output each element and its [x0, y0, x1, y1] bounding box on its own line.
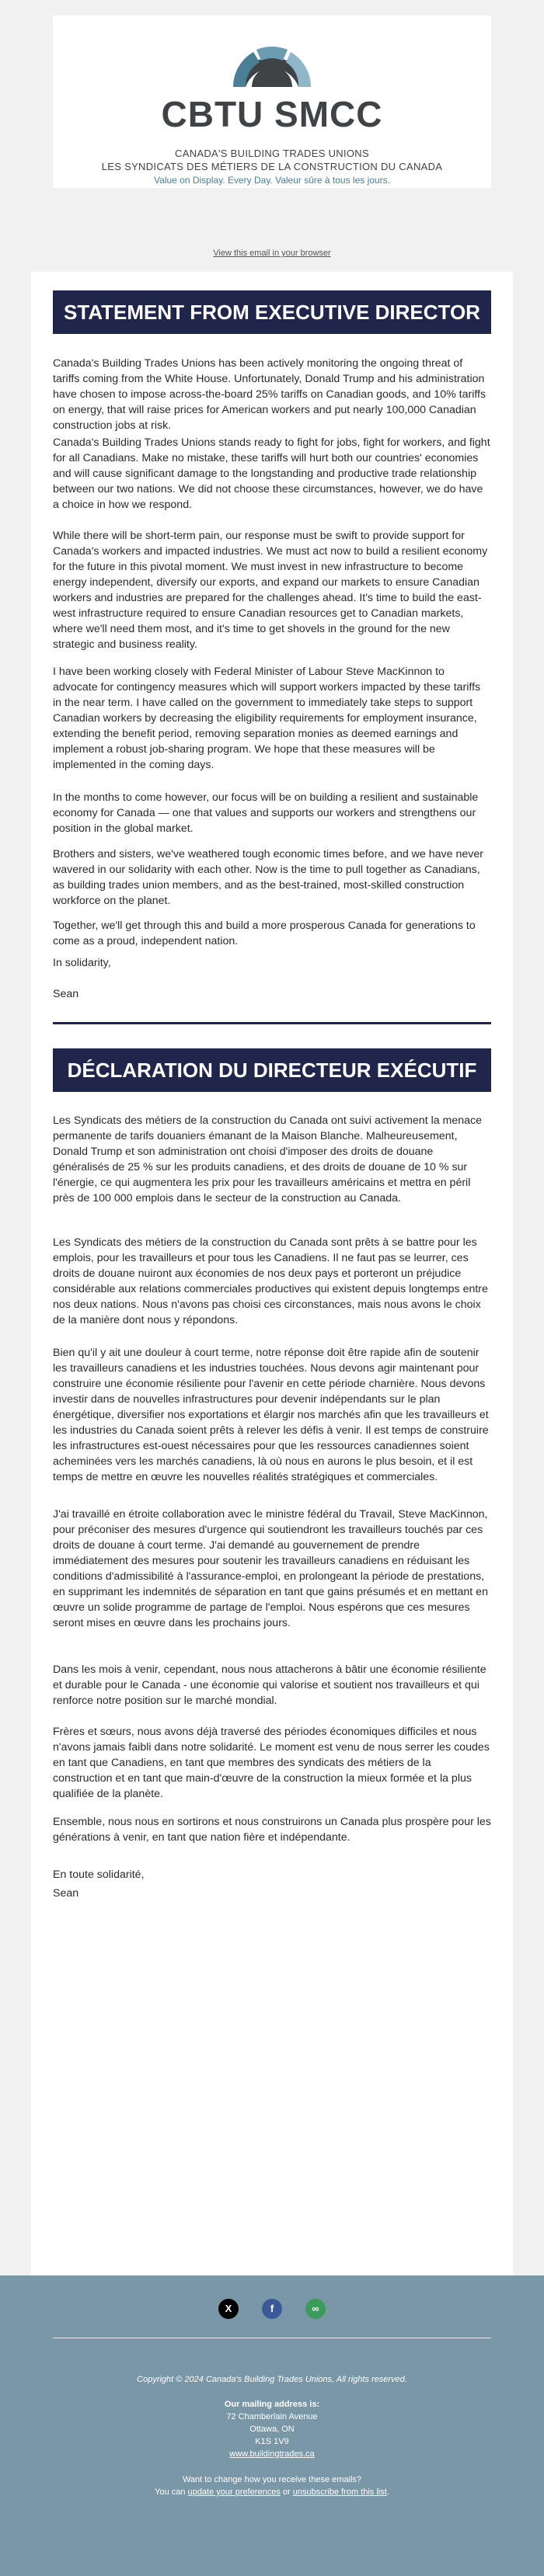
preferences-prefix: You can: [155, 2487, 188, 2497]
subtitle-french: LES SYNDICATS DES MÉTIERS DE LA CONSTRUCTION DU CANADA: [101, 161, 443, 172]
english-paragraph-4: I have been working closely with Federal Minister of Labour Steve MacKinnon to advocate for contingency measures which will support workers impacted by these tariffs in the near term. I have called on the government to immediately take steps to support Canadian workers by decreasing the eligibility requirements for employment insurance, extending the benefit period, removing separation monies as deemed earnings and implement a robust job-sharing program. We hope that these measures will be implemented in the coming days.: [53, 666, 481, 771]
english-paragraph-7: Together, we'll get through this and build a more prosperous Canada for generations to come as a proud, independent nation.: [53, 920, 476, 947]
x-social-icon[interactable]: X: [218, 2299, 239, 2319]
english-title-banner: STATEMENT FROM EXECUTIVE DIRECTOR: [53, 290, 491, 334]
french-paragraph-4: J'ai travaillé en étroite collaboration avec le ministre fédéral du Travail, Steve MacKinnon, pour préconiser des mesures d'urgence qui soutiendront les travailleurs touchés par ces droits de douane à court terme. J'ai demandé au gouvernement de prendre immédiatement des mesures pour soutenir les travailleurs canadiens en réduisant les conditions d'admissibilité à l'assurance-emploi, en prolongeant la période de prestations, en supprimant les indemnités de séparation en tant que gains présumés et en mettant en œuvre un solide programme de partage de l'emploi. Nous espérons que ces mesures seront mises en œuvre dans les prochains jours.: [53, 1508, 488, 1629]
french-closing: En toute solidarité,: [53, 1869, 145, 1881]
english-paragraph-2: Canada's Building Trades Unions stands ready to fight for jobs, fight for workers, and fight for all Canadians. Make no mistake, these tariffs will hurt both our countries' economies and will cause significant damage to the longstanding and productive trade relationship between our two nations. We did not choose these circumstances, however, we do have a choice in how we respond.: [53, 436, 490, 511]
copyright-text: Copyright © 2024 Canada's Building Trades Unions, All rights reserved.: [137, 2375, 407, 2384]
update-preferences-link[interactable]: update your preferences: [187, 2487, 281, 2497]
unsubscribe-link[interactable]: unsubscribe from this list: [292, 2487, 387, 2497]
email-footer: [0, 2275, 544, 2576]
website-link-icon[interactable]: ∞: [305, 2299, 326, 2319]
french-signature: Sean: [53, 1887, 79, 1900]
english-paragraph-1: Canada's Building Trades Unions has been actively monitoring the ongoing threat of tariffs coming from the White House. Unfortunately, Donald Trump and his administration have chosen to impose across-the-board 25% tariffs on Canadian goods, and 10% tariffs on energy, that will raise prices for American workers and put nearly 100,000 Canadian construction jobs at risk.: [53, 357, 486, 432]
french-paragraph-6: Frères et sœurs, nous avons déjà traversé des périodes économiques difficiles et nous n'avons jamais faibli dans notre solidarité. Le moment est venu de nous serrer les coudes en tant que Canadiens, en tant que membres des syndicats des métiers de la construction et en tant que main-d'œuvre de la construction la mieux formée et la plus qualifiée de la planète.: [53, 1726, 490, 1800]
email-content: [31, 272, 513, 2275]
address-line-1: 72 Chamberlain Avenue: [226, 2412, 318, 2421]
preferences-middle: or: [280, 2487, 293, 2497]
preferences-line: [0, 2487, 544, 2497]
french-paragraph-1: Les Syndicats des métiers de la construction du Canada ont suivi activement la menace permanente de tarifs douaniers émanant de la Maison Blanche. Malheureusement, Donald Trump et son administration ont choisi d'imposer des droits de douane généralisés de 25 % sur les produits canadiens, et des droits de douane de 10 % sur l'énergie, ce qui augmentera les prix pour les travailleurs américains et mettra en péril près de 100 000 emplois dans le secteur de la construction au Canada.: [53, 1114, 483, 1205]
french-paragraph-7: Ensemble, nous nous en sortirons et nous construirons un Canada plus prospère pour les générations à venir, en tant que nation fière et indépendante.: [53, 1816, 491, 1844]
website-link[interactable]: www.buildingtrades.ca: [229, 2449, 315, 2459]
view-in-browser-link[interactable]: View this email in your browser: [213, 249, 331, 258]
cbtu-logo-icon: [53, 16, 491, 93]
french-paragraph-2: Les Syndicats des métiers de la construction du Canada sont prêts à se battre pour les emplois, pour les travailleurs et pour tous les Canadiens. Il ne faut pas se leurrer, ces droits de douane nuiront aux économies de nos deux pays et porteront un préjudice considérable aux relations commerciales productives qui existent depuis longtemps entre nos deux nations. Nous n'avons pas choisi ces circonstances, mais nous avons le choix de la manière dont nous y répondons.: [53, 1236, 488, 1326]
address-label: Our mailing address is:: [224, 2400, 320, 2409]
section-divider: [53, 1022, 491, 1024]
french-title-banner: DÉCLARATION DU DIRECTEUR EXÉCUTIF: [53, 1048, 491, 1092]
address-line-2: Ottawa, ON: [249, 2425, 295, 2434]
english-signature: Sean: [53, 988, 79, 1000]
change-prompt: Want to change how you receive these emails?: [182, 2475, 362, 2484]
email-header: [0, 0, 544, 258]
facebook-social-icon[interactable]: f: [262, 2299, 282, 2319]
french-paragraph-3: Bien qu'il y ait une douleur à court terme, notre réponse doit être rapide afin de soutenir les travailleurs canadiens et les industries touchées. Nous devons agir maintenant pour construire une économie résiliente pour l'avenir en cette période charnière. Nous devons investir dans de nouvelles infrastructures pour devenir indépendants sur le plan énergétique, diversifier nos exportations et élargir nos marchés afin que les travailleurs et les industries du Canada soient prêts à relever les défis à venir. Il est temps de construire les infrastructures est-ouest nécessaires pour que les ressources canadiennes soient acheminées vers les marchés canadiens, là où nous en aurons le plus besoin, et il est temps de mettre en œuvre les nouvelles réalités stratégiques et commerciales.: [53, 1347, 489, 1483]
brand-name: CBTU SMCC: [161, 94, 383, 134]
address-line-3: K1S 1V9: [255, 2437, 289, 2446]
english-paragraph-6: Brothers and sisters, we've weathered tough economic times before, and we have never wavered in our solidarity with each other. Now is the time to pull together as Canadians, as building trades union members, and as the best-trained, most-skilled construction workforce on the planet.: [53, 848, 483, 907]
subtitle-english: CANADA'S BUILDING TRADES UNIONS: [175, 148, 369, 159]
website-line: [0, 2449, 544, 2459]
logo-card: [53, 16, 491, 188]
tagline: Value on Display. Every Day. Valeur sûre à tous les jours.: [154, 175, 390, 186]
preferences-suffix: .: [386, 2487, 389, 2497]
french-paragraph-5: Dans les mois à venir, cependant, nous nous attacherons à bâtir une économie résiliente et durable pour le Canada - une économie qui valorise et soutient nos travailleurs et qui renforce notre position sur le marché mondial.: [53, 1663, 486, 1707]
english-closing: In solidarity,: [53, 957, 111, 969]
english-paragraph-3: While there will be short-term pain, our response must be swift to provide support for Canada's workers and impacted industries. We must act now to build a resilient economy for the future in this pivotal moment. We must invest in new infrastructure to become energy independent, diversify our exports, and expand our markets to ensure Canadian workers and industries are prepared for the challenges ahead. It's time to build the east-west infrastructure required to ensure Canadian resources get to Canadian markets, where we'll need them most, and it's time to get shovels in the ground for the new strategic and business reality.: [53, 530, 488, 651]
english-paragraph-5: In the months to come however, our focus will be on building a resilient and sustainable economy for Canada — one that values and supports our workers and strengthens our position in the global market.: [53, 791, 479, 835]
